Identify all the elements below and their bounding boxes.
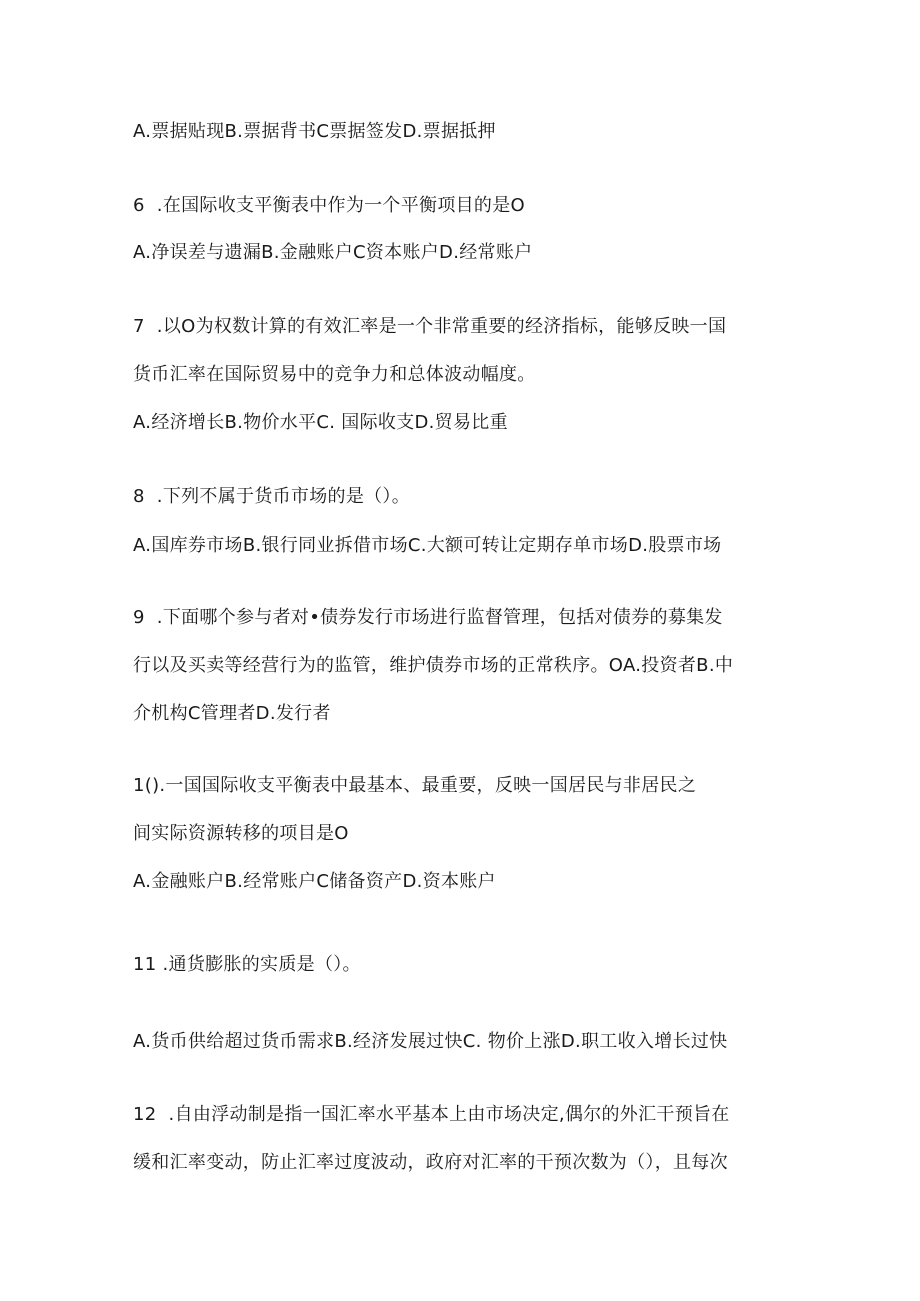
- q7-options: A.经济增长B.物价水平C. 国际收支D.贸易比重: [133, 412, 508, 433]
- q12-question-line-2: 缓和汇率变动，防止汇率过度波动，政府对汇率的干预次数为（），且每次: [133, 1152, 728, 1173]
- q7-question-line-1: 7 .以O为权数计算的有效汇率是一个非常重要的经济指标，能够反映一国: [133, 316, 727, 337]
- q11-options: A.货币供给超过货币需求B.经济发展过快C. 物价上涨D.职工收入增长过快: [133, 1031, 728, 1052]
- q6-question: 6 .在国际收支平衡表中作为一个平衡项目的是O: [133, 195, 525, 216]
- q10-options: A.金融账户B.经常账户C储备资产D.资本账户: [133, 871, 496, 892]
- q9-question-line-3: 介机构C管理者D.发行者: [133, 703, 331, 724]
- q12-question-line-1: 12 .自由浮动制是指一国汇率水平基本上由市场决定,偶尔的外汇干预旨在: [133, 1104, 730, 1125]
- q7-question-line-2: 货币汇率在国际贸易中的竞争力和总体波动幅度。: [133, 364, 536, 385]
- q5-options: A.票据贴现B.票据背书C票据签发D.票据抵押: [133, 121, 496, 142]
- q10-question-line-1: 1().一国国际收支平衡表中最基本、最重要，反映一国居民与非居民之: [133, 775, 697, 796]
- q9-question-line-1: 9 .下面哪个参与者对•债券发行市场进行监督管理，包括对债券的募集发: [133, 607, 723, 628]
- q11-question: 11 .通货膨胀的实质是（）。: [133, 954, 361, 975]
- q8-options: A.国库券市场B.银行同业拆借市场C.大额可转让定期存单市场D.股票市场: [133, 535, 722, 556]
- q8-question: 8 .下列不属于货币市场的是（）。: [133, 486, 411, 507]
- q10-question-line-2: 间实际资源转移的项目是O: [133, 823, 349, 844]
- q9-question-line-2: 行以及买卖等经营行为的监管，维护债券市场的正常秩序。OA.投资者B.中: [133, 655, 734, 676]
- q6-options: A.净误差与遗漏B.金融账户C资本账户D.经常账户: [133, 242, 533, 263]
